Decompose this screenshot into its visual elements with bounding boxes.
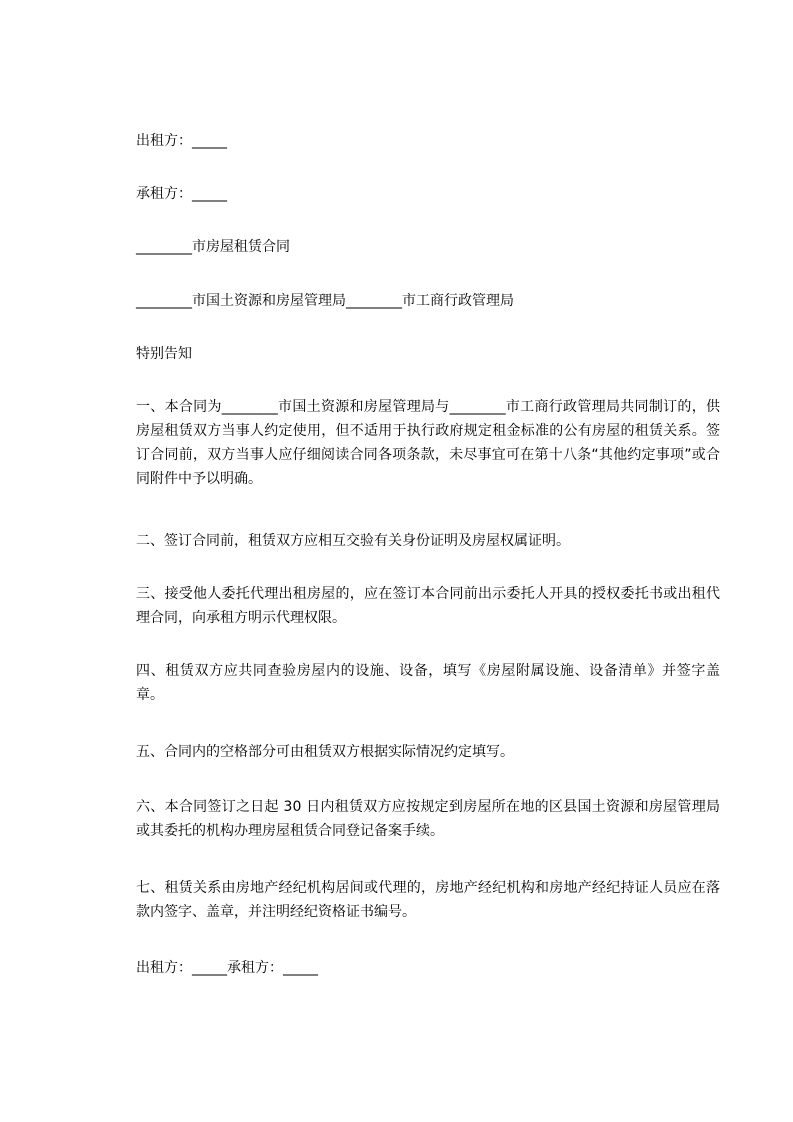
- clause-4: 四、租赁双方应共同查验房屋内的设施、设备，填写《房屋附属设施、设备清单》并签字盖章。: [136, 663, 720, 703]
- signature-line: 出租方：_____承租方：_____: [136, 960, 318, 976]
- clause-6: 六、本合同签订之日起 30 日内租赁双方应按规定到房屋所在地的区县国土资源和房屋管理局或其委托的机构办理房屋租赁合同登记备案手续。: [136, 799, 720, 839]
- contract-title: ________市房屋租赁合同: [136, 239, 290, 255]
- notice-heading: 特别告知: [136, 346, 192, 362]
- clause-2: 二、签订合同前，租赁双方应相互交验有关身份证明及房屋权属证明。: [136, 533, 570, 549]
- clause-1: 一、本合同为________市国土资源和房屋管理局与________市工商行政管理局共同制订的，供房屋租赁双方当事人约定使用，但不适用于执行政府规定租金标准的公有房屋的租赁关系。签订合同前，双方当事人应仔细阅读合同各项条款，未尽事宜可在第十八条“其他约定事项”或合同附件中予以明确。: [136, 399, 720, 487]
- lessee-line: 承租方：_____: [136, 186, 227, 202]
- lessor-line: 出租方：_____: [136, 133, 227, 149]
- clause-5: 五、合同内的空格部分可由租赁双方根据实际情况约定填写。: [136, 744, 514, 760]
- issuers-line: ________市国土资源和房屋管理局________市工商行政管理局: [136, 293, 514, 309]
- clause-7: 七、租赁关系由房地产经纪机构居间或代理的，房地产经纪机构和房地产经纪持证人员应在落款内签字、盖章，并注明经纪资格证书编号。: [136, 880, 720, 920]
- clause-3: 三、接受他人委托代理出租房屋的，应在签订本合同前出示委托人开具的授权委托书或出租代理合同，向承租方明示代理权限。: [136, 586, 720, 626]
